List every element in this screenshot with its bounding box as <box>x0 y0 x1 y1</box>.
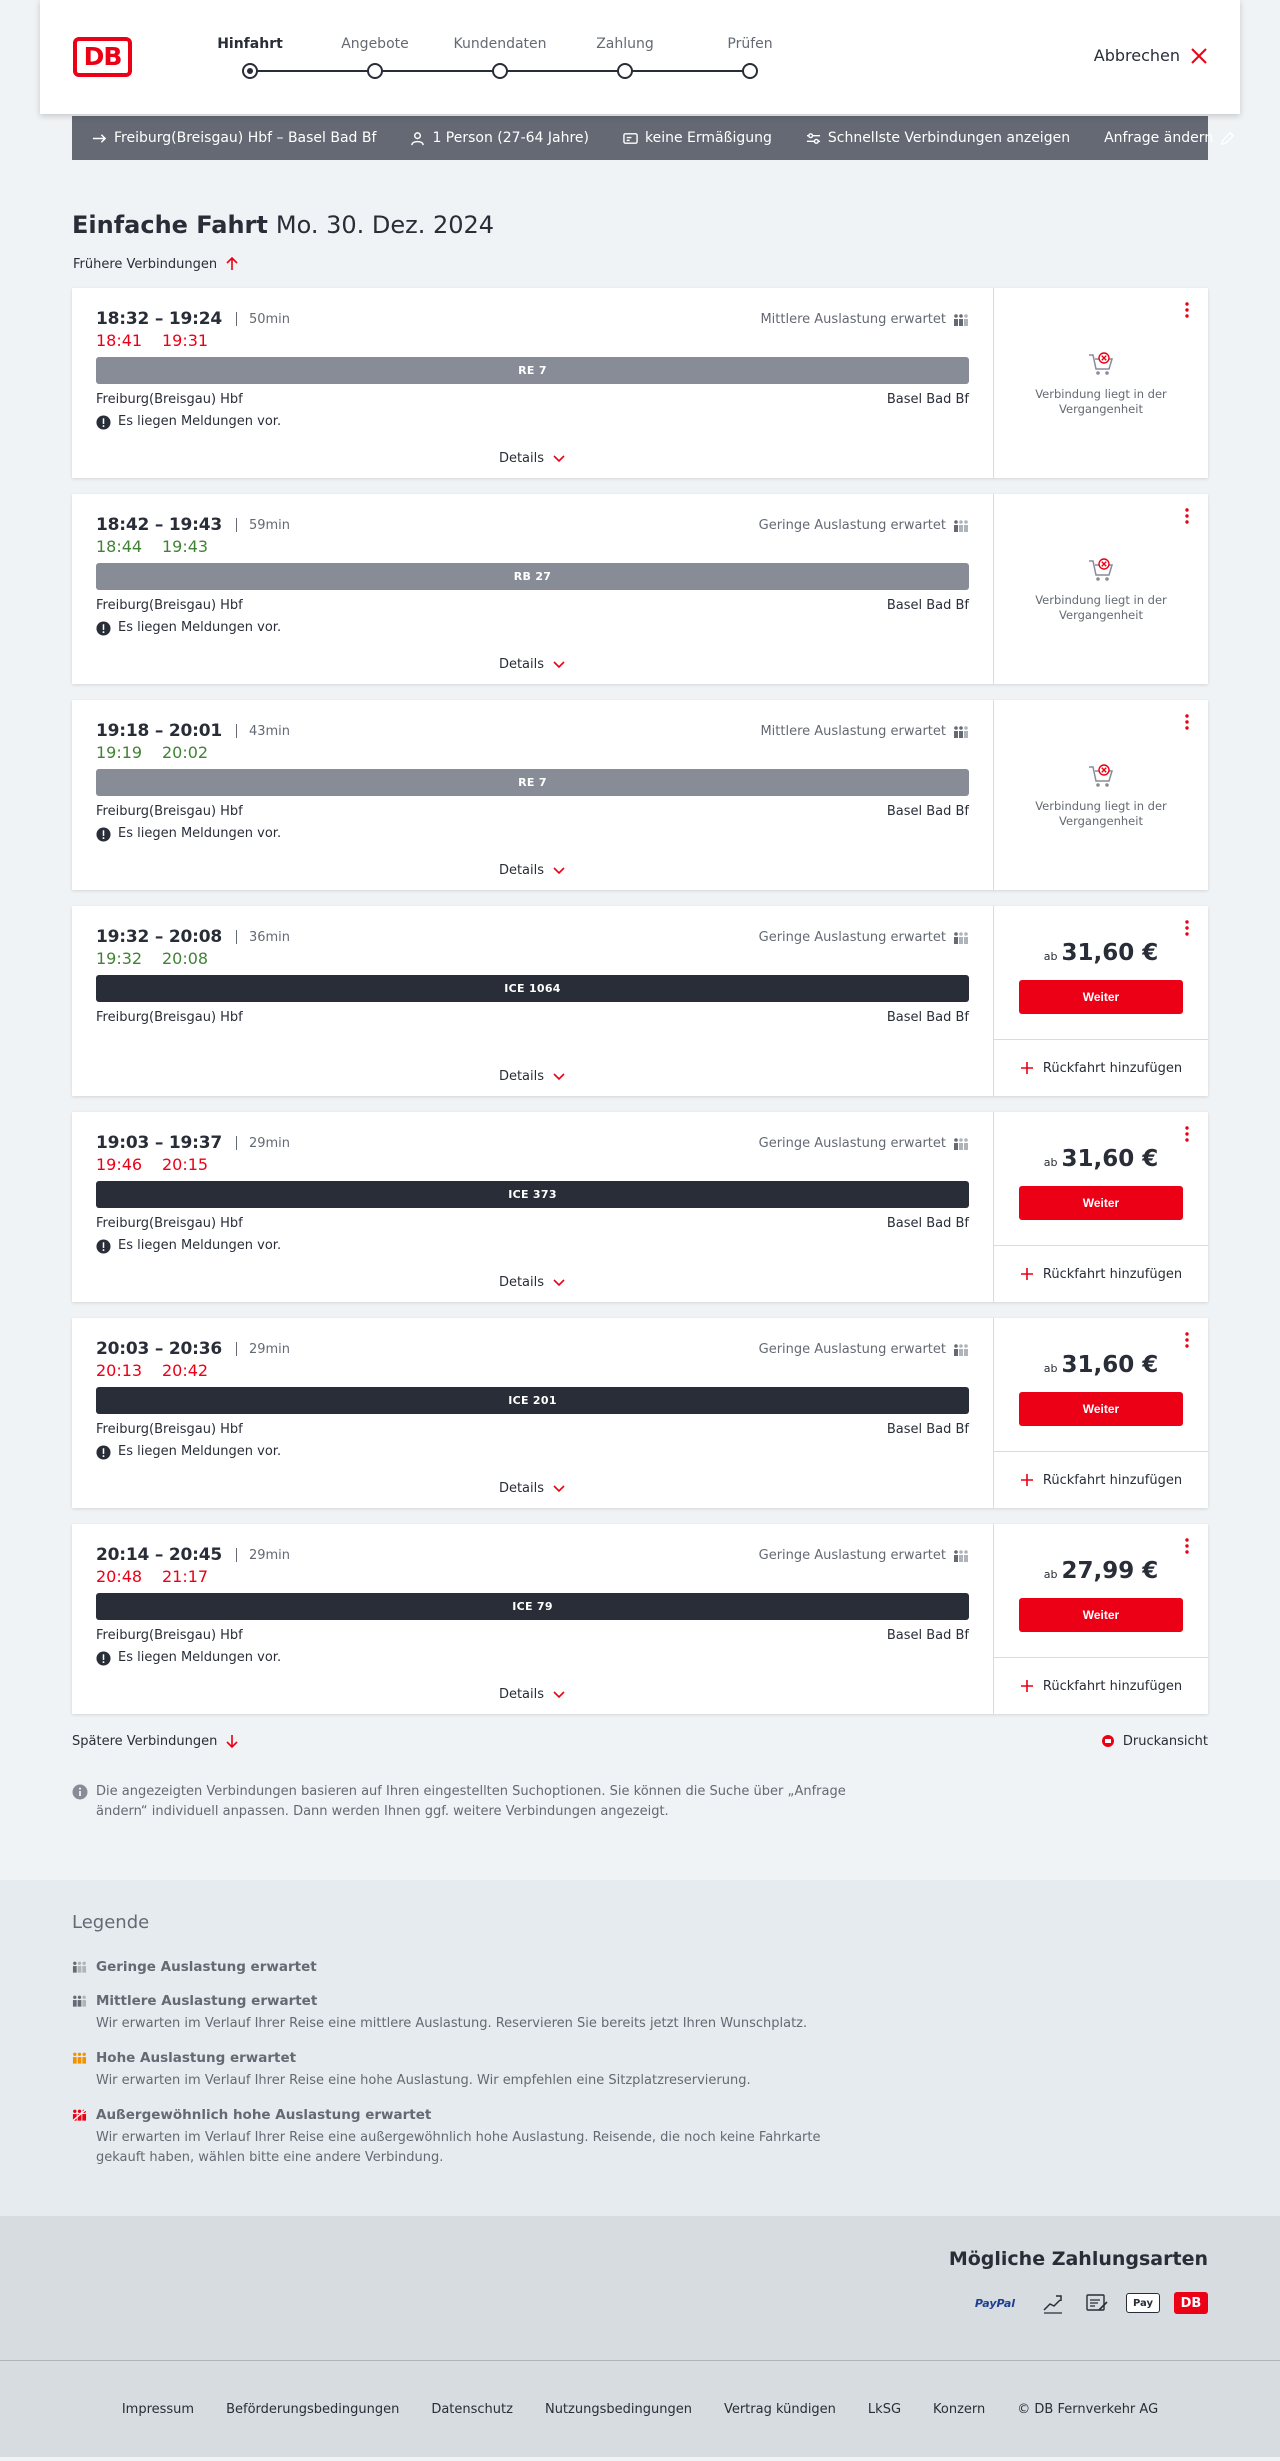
connection-card <box>72 1524 1208 1714</box>
details-toggle[interactable] <box>72 451 993 466</box>
origin-station: Freiburg(Breisgau) Hbf <box>96 804 243 819</box>
invoice-hand-icon <box>1038 2292 1068 2314</box>
trip-date: Mo. 30. Dez. 2024 <box>275 211 495 239</box>
occupancy-indicator <box>760 724 969 739</box>
details-toggle[interactable] <box>72 1481 993 1496</box>
footer-link[interactable]: Beförderungsbedingungen <box>226 2401 400 2417</box>
step-dot <box>492 63 508 79</box>
cart-unavailable-icon <box>1086 349 1116 379</box>
earlier-connections-link[interactable] <box>73 254 1207 274</box>
train-bar[interactable]: ICE 79 <box>96 1593 969 1620</box>
stations-row <box>96 801 969 823</box>
train-bar[interactable]: RB 27 <box>96 563 969 590</box>
trip-type: Einfache Fahrt <box>72 211 268 239</box>
scheduled-times: 18:42 – 19:43 <box>96 515 222 535</box>
add-return-trip-button[interactable] <box>994 1658 1208 1714</box>
header <box>40 0 1240 114</box>
arrow-up-icon <box>225 257 239 271</box>
step-hinfahrt <box>200 34 300 79</box>
past-text: Verbindung liegt in der Vergangenheit <box>1035 799 1167 828</box>
return-label: Rückfahrt hinzufügen <box>1042 1678 1183 1694</box>
duration: 29min <box>248 1341 291 1357</box>
train-bar[interactable]: ICE 1064 <box>96 975 969 1002</box>
offer-panel <box>994 494 1208 684</box>
step-label: Angebote <box>341 36 409 52</box>
chevron-down-icon <box>552 1482 566 1496</box>
stations-row <box>96 1007 969 1029</box>
divider <box>236 312 237 326</box>
step-pruefen <box>700 34 800 79</box>
footer-link[interactable]: Nutzungsbedingungen <box>544 2401 692 2417</box>
add-return-trip-button[interactable] <box>994 1452 1208 1508</box>
price-area <box>994 1318 1208 1452</box>
more-options-icon[interactable] <box>1180 1330 1194 1350</box>
origin-station: Freiburg(Breisgau) Hbf <box>96 1422 243 1437</box>
occupancy-icon <box>953 725 969 739</box>
legend-item-label: Hohe Auslastung erwartet <box>96 2050 297 2066</box>
scheduled-times: 19:03 – 19:37 <box>96 1133 222 1153</box>
offer-panel <box>994 1112 1208 1302</box>
realtime-arrival: 20:42 <box>162 1361 209 1380</box>
occupancy-indicator <box>759 1136 969 1151</box>
disruption-notice <box>96 823 969 845</box>
details-toggle[interactable] <box>72 863 993 878</box>
connection-card <box>72 494 1208 684</box>
origin-station: Freiburg(Breisgau) Hbf <box>96 1216 243 1231</box>
search-info-note <box>72 1782 852 1822</box>
divider <box>236 930 237 944</box>
details-label: Details <box>498 1687 545 1702</box>
continue-button[interactable]: Weiter <box>1019 1598 1183 1632</box>
route-text: Freiburg(Breisgau) Hbf – Basel Bad Bf <box>114 130 377 146</box>
notice-text: Es liegen Meldungen vor. <box>118 826 282 841</box>
card-icon <box>623 131 638 146</box>
realtime-row <box>96 1360 969 1382</box>
realtime-row <box>96 948 969 970</box>
info-icon <box>72 1784 88 1800</box>
scheduled-times: 18:32 – 19:24 <box>96 309 222 329</box>
occupancy-high-icon <box>72 2051 87 2065</box>
step-label: Prüfen <box>727 36 773 52</box>
realtime-row <box>96 536 969 558</box>
db-logo[interactable]: DB <box>73 37 132 77</box>
step-dot <box>617 63 633 79</box>
stations-row <box>96 1419 969 1441</box>
origin-station: Freiburg(Breisgau) Hbf <box>96 1010 243 1025</box>
later-connections-link[interactable] <box>72 1734 239 1749</box>
destination-station: Basel Bad Bf <box>886 1422 969 1437</box>
past-text: Verbindung liegt in der Vergangenheit <box>1035 387 1167 416</box>
page-title <box>72 210 1208 240</box>
legend-list <box>72 1957 1208 2168</box>
more-options-icon[interactable] <box>1180 1124 1194 1144</box>
duration: 29min <box>248 1547 291 1563</box>
chevron-down-icon <box>552 452 566 466</box>
close-icon <box>1190 47 1208 65</box>
plus-icon <box>1020 1267 1034 1281</box>
payment-section <box>0 2216 1280 2360</box>
realtime-row <box>96 1566 969 1588</box>
price-area <box>994 906 1208 1040</box>
occupancy-indicator <box>760 312 969 327</box>
occupancy-text: Geringe Auslastung erwartet <box>758 1342 946 1357</box>
legend-item-head <box>72 1991 1208 2011</box>
pencil-icon <box>1220 131 1235 146</box>
realtime-row <box>96 742 969 764</box>
occupancy-text: Geringe Auslastung erwartet <box>758 930 946 945</box>
occupancy-medium-icon <box>72 1994 87 2008</box>
price <box>1044 1558 1159 1584</box>
occupancy-text: Mittlere Auslastung erwartet <box>760 312 946 327</box>
fastest-text: Schnellste Verbindungen anzeigen <box>827 130 1071 146</box>
occupancy-text: Geringe Auslastung erwartet <box>758 1548 946 1563</box>
results-footer-row <box>72 1730 1208 1752</box>
scheduled-times: 20:14 – 20:45 <box>96 1545 222 1565</box>
details-label: Details <box>498 863 545 878</box>
duration: 50min <box>248 311 291 327</box>
cancel-label: Abbrechen <box>1093 46 1180 65</box>
apple-pay-icon <box>1126 2293 1160 2313</box>
later-label: Spätere Verbindungen <box>72 1733 218 1749</box>
search-summary-bar <box>72 116 1214 160</box>
details-label: Details <box>498 1069 545 1084</box>
price <box>1044 940 1159 966</box>
destination-station: Basel Bad Bf <box>886 1010 969 1025</box>
sliders-icon <box>806 131 821 146</box>
alert-icon <box>96 415 111 430</box>
price-prefix: ab <box>1043 950 1058 963</box>
realtime-departure: 20:48 <box>96 1567 143 1586</box>
edit-label: Anfrage ändern <box>1104 130 1214 146</box>
destination-station: Basel Bad Bf <box>886 392 969 407</box>
cancel-button[interactable] <box>1094 46 1208 65</box>
train-bar[interactable]: ICE 373 <box>96 1181 969 1208</box>
divider <box>236 724 237 738</box>
legend-item <box>72 1991 1208 2034</box>
price-prefix: ab <box>1043 1568 1058 1581</box>
divider <box>236 518 237 532</box>
connection-list <box>72 288 1208 1714</box>
duration: 36min <box>248 929 291 945</box>
legend-item-desc: Wir erwarten im Verlauf Ihrer Reise eine außergewöhnlich hohe Auslastung. Reisende, die noch keine Fahrkarte gekauft haben, wählen bitte eine andere Verbindung. <box>96 2130 821 2165</box>
info-note-text: Die angezeigten Verbindungen basieren auf Ihren eingestellten Suchoptionen. Sie können die Suche über „Anfrage ändern“ individuell anpassen. Dann werden Ihnen ggf. weitere Verbindungen angezeigt. <box>96 1784 846 1819</box>
notice-text: Es liegen Meldungen vor. <box>118 620 282 635</box>
origin-station: Freiburg(Breisgau) Hbf <box>96 1628 243 1643</box>
chevron-down-icon <box>552 1070 566 1084</box>
step-dot <box>367 63 383 79</box>
legend-title: Legende <box>72 1912 150 1933</box>
occupancy-text: Geringe Auslastung erwartet <box>758 518 946 533</box>
return-label: Rückfahrt hinzufügen <box>1042 1060 1183 1076</box>
past-connection-notice <box>994 494 1208 684</box>
more-options-icon[interactable] <box>1180 300 1194 320</box>
alert-icon <box>96 1651 111 1666</box>
price-amount: 31,60 € <box>1061 940 1159 966</box>
realtime-arrival: 19:43 <box>162 537 209 556</box>
offer-panel <box>994 1524 1208 1714</box>
occupancy-indicator <box>759 1342 969 1357</box>
occupancy-indicator <box>759 518 969 533</box>
return-label: Rückfahrt hinzufügen <box>1042 1266 1183 1282</box>
disruption-notice <box>96 1441 969 1463</box>
alert-icon <box>96 1445 111 1460</box>
price-prefix: ab <box>1043 1156 1058 1169</box>
train-bar[interactable]: RE 7 <box>96 357 969 384</box>
disruption-notice <box>96 1235 969 1257</box>
scheduled-times: 19:18 – 20:01 <box>96 721 222 741</box>
more-options-icon[interactable] <box>1180 712 1194 732</box>
occupancy-icon <box>953 519 969 533</box>
chevron-down-icon <box>552 658 566 672</box>
footer-link[interactable]: LkSG <box>867 2401 902 2417</box>
step-dot <box>742 63 758 79</box>
person-icon <box>410 131 425 146</box>
duration: 59min <box>248 517 291 533</box>
earlier-label: Frühere Verbindungen <box>73 256 218 272</box>
plus-icon <box>1020 1679 1034 1693</box>
details-label: Details <box>498 1481 545 1496</box>
realtime-departure: 18:44 <box>96 537 143 556</box>
step-zahlung <box>575 34 675 79</box>
alert-icon <box>96 621 111 636</box>
header-wrapper <box>0 0 1280 116</box>
details-toggle[interactable] <box>72 1687 993 1702</box>
destination-station: Basel Bad Bf <box>886 804 969 819</box>
legend-item-head <box>72 1957 1208 1977</box>
connection-card <box>72 906 1208 1096</box>
realtime-arrival: 19:31 <box>162 331 209 350</box>
step-dot-active <box>242 63 258 79</box>
notice-text: Es liegen Meldungen vor. <box>118 1444 282 1459</box>
footer-link[interactable]: Konzern <box>933 2401 986 2417</box>
summary-route <box>92 130 376 146</box>
stations-row <box>96 1625 969 1647</box>
price-area <box>994 1112 1208 1246</box>
disruption-notice <box>96 617 969 639</box>
legend-item-head <box>72 2105 1208 2125</box>
legend <box>0 1880 1280 2216</box>
price <box>1044 1352 1159 1378</box>
legend-item <box>72 1957 1208 1977</box>
travellers-text: 1 Person (27-64 Jahre) <box>432 130 589 146</box>
legend-item-desc: Wir erwarten im Verlauf Ihrer Reise eine mittlere Auslastung. Reservieren Sie bereits jetzt Ihren Wunschplatz. <box>96 2016 808 2031</box>
legend-item-desc: Wir erwarten im Verlauf Ihrer Reise eine hohe Auslastung. Wir empfehlen eine Sitzplatzreservierung. <box>96 2073 751 2088</box>
occupancy-icon <box>953 1549 969 1563</box>
paypal-icon: PayPal <box>974 2296 1016 2310</box>
continue-button[interactable]: Weiter <box>1019 1392 1183 1426</box>
payment-methods <box>966 2292 1208 2314</box>
db-pay-icon: DB <box>1174 2292 1208 2314</box>
connection-card <box>72 1112 1208 1302</box>
chevron-down-icon <box>552 1688 566 1702</box>
legend-item-label: Mittlere Auslastung erwartet <box>96 1993 318 2009</box>
summary-travellers <box>410 130 589 146</box>
realtime-departure: 19:19 <box>96 743 143 762</box>
legend-item-label: Geringe Auslastung erwartet <box>96 1959 317 1975</box>
realtime-row <box>96 330 969 352</box>
offer-panel <box>994 700 1208 890</box>
connection-card <box>72 1318 1208 1508</box>
more-options-icon[interactable] <box>1180 1536 1194 1556</box>
realtime-departure: 18:41 <box>96 331 143 350</box>
past-connection-notice <box>994 288 1208 478</box>
plus-icon <box>1020 1473 1034 1487</box>
occupancy-text: Mittlere Auslastung erwartet <box>760 724 946 739</box>
duration: 43min <box>248 723 291 739</box>
progress-stepper <box>210 0 830 114</box>
apple-pay-label: Pay <box>1132 2297 1154 2309</box>
edit-search-button[interactable] <box>1104 130 1235 146</box>
connection-details <box>72 1524 994 1714</box>
scheduled-times: 19:32 – 20:08 <box>96 927 222 947</box>
stations-row <box>96 1213 969 1235</box>
add-return-trip-button[interactable] <box>994 1040 1208 1096</box>
offer-panel <box>994 906 1208 1096</box>
destination-station: Basel Bad Bf <box>886 1216 969 1231</box>
destination-station: Basel Bad Bf <box>886 598 969 613</box>
notice-text: Es liegen Meldungen vor. <box>118 1238 282 1253</box>
details-toggle[interactable] <box>72 1275 993 1290</box>
divider <box>236 1136 237 1150</box>
legend-item <box>72 2048 1208 2091</box>
print-icon <box>1101 1734 1115 1748</box>
plus-icon <box>1020 1061 1034 1075</box>
details-label: Details <box>498 451 545 466</box>
connection-details <box>72 1112 994 1302</box>
discount-text: keine Ermäßigung <box>645 130 772 146</box>
occupancy-text: Geringe Auslastung erwartet <box>758 1136 946 1151</box>
chevron-down-icon <box>552 864 566 878</box>
legend-item-label: Außergewöhnlich hohe Auslastung erwartet <box>96 2107 432 2123</box>
occupancy-icon <box>953 931 969 945</box>
realtime-departure: 19:46 <box>96 1155 143 1174</box>
details-label: Details <box>498 1275 545 1290</box>
details-toggle[interactable] <box>72 657 993 672</box>
disruption-notice <box>96 1647 969 1669</box>
disruption-notice <box>96 411 969 433</box>
realtime-arrival: 20:08 <box>162 949 209 968</box>
footer-link[interactable]: Datenschutz <box>431 2401 513 2417</box>
price-prefix: ab <box>1043 1362 1058 1375</box>
step-kundendaten <box>450 34 550 79</box>
more-options-icon[interactable] <box>1180 918 1194 938</box>
price-amount: 31,60 € <box>1061 1352 1159 1378</box>
stations-row <box>96 595 969 617</box>
scheduled-times: 20:03 – 20:36 <box>96 1339 222 1359</box>
occupancy-icon <box>953 1137 969 1151</box>
connection-details <box>72 288 994 478</box>
occupancy-low-icon <box>72 1960 87 1974</box>
sepa-direct-debit-icon <box>1082 2292 1112 2314</box>
footer <box>0 2360 1280 2457</box>
step-label: Kundendaten <box>453 36 547 52</box>
occupancy-indicator <box>759 1548 969 1563</box>
price-amount: 27,99 € <box>1061 1558 1159 1584</box>
add-return-trip-button[interactable] <box>994 1246 1208 1302</box>
occupancy-icon <box>953 1343 969 1357</box>
occupancy-indicator <box>759 930 969 945</box>
destination-station: Basel Bad Bf <box>886 1628 969 1643</box>
arrow-down-icon <box>225 1734 239 1748</box>
past-text: Verbindung liegt in der Vergangenheit <box>1035 593 1167 622</box>
step-label: Zahlung <box>596 36 654 52</box>
divider <box>236 1342 237 1356</box>
past-connection-notice <box>994 700 1208 890</box>
details-label: Details <box>498 657 545 672</box>
cart-unavailable-icon <box>1086 761 1116 791</box>
payment-title: Mögliche Zahlungsarten <box>948 2248 1208 2270</box>
connection-details <box>72 1318 994 1508</box>
legend-item-head <box>72 2048 1208 2068</box>
connection-details <box>72 494 994 684</box>
continue-button[interactable]: Weiter <box>1019 980 1183 1014</box>
print-view-link[interactable] <box>1101 1734 1208 1749</box>
more-options-icon[interactable] <box>1180 506 1194 526</box>
cart-unavailable-icon <box>1086 555 1116 585</box>
alert-icon <box>96 1239 111 1254</box>
duration: 29min <box>248 1135 291 1151</box>
connection-card <box>72 700 1208 890</box>
realtime-row <box>96 1154 969 1176</box>
alert-icon <box>96 827 111 842</box>
stations-row <box>96 389 969 411</box>
realtime-departure: 19:32 <box>96 949 143 968</box>
realtime-arrival: 21:17 <box>162 1567 209 1586</box>
price-amount: 31,60 € <box>1061 1146 1159 1172</box>
price-area <box>994 1524 1208 1658</box>
realtime-arrival: 20:15 <box>162 1155 209 1174</box>
details-toggle[interactable] <box>72 1069 993 1084</box>
footer-link[interactable]: Vertrag kündigen <box>723 2401 836 2417</box>
offer-panel <box>994 288 1208 478</box>
origin-station: Freiburg(Breisgau) Hbf <box>96 598 243 613</box>
train-bar[interactable]: RE 7 <box>96 769 969 796</box>
offer-panel <box>994 1318 1208 1508</box>
connection-details <box>72 906 994 1096</box>
footer-link[interactable]: Impressum <box>121 2401 195 2417</box>
price <box>1044 1146 1159 1172</box>
continue-button[interactable]: Weiter <box>1019 1186 1183 1220</box>
summary-discount <box>623 130 772 146</box>
summary-fastest <box>806 130 1070 146</box>
step-angebote <box>325 34 425 79</box>
origin-station: Freiburg(Breisgau) Hbf <box>96 392 243 407</box>
footer-link[interactable]: © DB Fernverkehr AG <box>1017 2401 1159 2417</box>
divider <box>236 1548 237 1562</box>
realtime-departure: 20:13 <box>96 1361 143 1380</box>
occupancy-icon <box>953 313 969 327</box>
arrow-right-icon <box>92 131 107 146</box>
connection-details <box>72 700 994 890</box>
train-bar[interactable]: ICE 201 <box>96 1387 969 1414</box>
notice-text: Es liegen Meldungen vor. <box>118 414 282 429</box>
chevron-down-icon <box>552 1276 566 1290</box>
print-label: Druckansicht <box>1122 1733 1208 1749</box>
occupancy-extreme-icon <box>72 2108 87 2122</box>
realtime-arrival: 20:02 <box>162 743 209 762</box>
legend-item <box>72 2105 1208 2168</box>
step-label: Hinfahrt <box>217 36 283 52</box>
notice-text: Es liegen Meldungen vor. <box>118 1650 282 1665</box>
return-label: Rückfahrt hinzufügen <box>1042 1472 1183 1488</box>
connection-card <box>72 288 1208 478</box>
